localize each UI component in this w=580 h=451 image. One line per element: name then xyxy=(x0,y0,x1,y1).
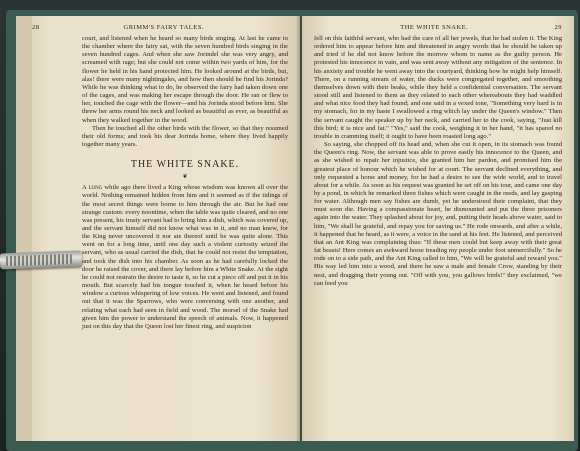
chapter-title: THE WHITE SNAKE. xyxy=(130,159,240,171)
left-running-title: GRIMM'S FAIRY TALES. xyxy=(123,24,204,31)
right-paragraph-2: So saying, she chopped off its head and, when she cut it open, in its stomach was found the Queen's ring. Now, the servant was able to prove easily his innocence to the Queen, and as she wished to repair her injustice, she granted him her pardon, and promised him the greatest place of honour which he wished for at court. The servant declined everything, and only requested a horse and money, for he had a desire to see the wide world, and to travel about for a while. As soon as his request was granted he set off on his tour, and came one day by a pond, in which he remarked three fishes which were caught in the reeds, and lay gasping for water. Although men say fishes are dumb, yet he understood their complaint, that they must soon die. Having a compassionate heart, he dismounted and put the three prisoners again into the water. They splashed about for joy, and, putting their heads above water, said to him, "We shall be grateful, and repay you for saving us." He rode onwards, and after a while, it happened that he heard, as it were, a voice in the sand at his feet. He listened, and perceived that an Ant King was complaining thus: "If these men could but keep away with their great fat beasts! Here comes an awkward horse treading my people under foot unmercifully." So he rode on to a side path, and the Ant King called to him, "We will be grateful and reward you." His way led him into a wood, and there he saw a male and female Crow, standing by their nest, and dragging their young out. "Off with you, you gallows birds!" they exclaimed, "we can feed you xyxy=(314,141,562,287)
left-page-number: 28 xyxy=(32,24,40,31)
left-paragraph-1: court, and listened when he heard so many birds singing. At last he came to the chamber where the fairy sat, with the seven hundred birds singing in the seven hundred cages. And when she saw Jorindel she was very angry, and screamed with rage; but she could not come within two yards of him, for the flower he held in his hand protected him. He looked around at the birds, but, alas! there were many nightingales, and how then should he find his Jorinda? While he was thinking what to do, he observed the fairy had taken down one of the cages, and was making her escape through the door. He ran or flew to her, touched the cage with the flower—and his Jorinda stood before him. She threw her arms round his neck and looked as beautiful as ever, as beautiful as when they walked together in the wood. xyxy=(82,35,288,124)
right-paragraph-1: fell on this faithful servant, who had the care of all her jewels, that he had stolen it. The King ordered him to appear before him and threatened in angry words that he should be taken up and tried if he did not know before the morrow whom to name as the guilty person. He protested his innocence in vain, and was sent away without any mitigation of the sentence. In his anxiety and trouble he went away into the courtyard, thinking how he might help himself. There, on a running stream of water, the ducks were congregated together, and smoothing themselves down with their beaks, while they held a confidential conversation. The servant stood still and listened to them as they related to each other whereabouts they had waddled and what nice food they had found; and one said in a vexed tone, "Something very hard is in my stomach, for in my haste I swallowed a ring which lay under the Queen's window." Then the servant caught the speaker up by her neck, and carried her to the cook, saying, "Just kill this bird; it is nice and fat." "Yes," said the cook, weighing it in her hand, "it has spared no trouble in cramming itself; it ought to have been roasted long ago." xyxy=(314,35,562,140)
ornament-icon: ❦ xyxy=(182,174,188,181)
right-page xyxy=(302,16,574,441)
page-edges xyxy=(16,16,32,441)
right-page-number: 29 xyxy=(554,24,562,31)
left-paragraph-2: Then he touched all the other birds with the flower, so that they resumed their old forms; and took his dear Jorinda home, where they lived happily together many years. xyxy=(82,124,288,149)
chapter-first-word: A long xyxy=(82,184,103,192)
left-page xyxy=(16,16,300,441)
chapter-opening-paragraph xyxy=(82,184,288,331)
left-running-head xyxy=(32,24,288,31)
right-running-head xyxy=(314,24,562,31)
metal-bookmark-icon xyxy=(0,251,82,270)
right-running-title: THE WHITE SNAKE. xyxy=(400,24,469,31)
chapter-paragraph-text: while ago there lived a King whose wisdom was known all over the world. Nothing remained hidden from him and it seemed as if the tidings of the most secret things were borne to him through the air. But he had one strange custom: every noontime, when the table was quite cleared, and no one was present, his trusty servant had to bring him a dish, which was covered up, and the servant himself did not know what was in it, and no man knew, for the King never uncovered it nor ate thereof until he was quite alone. This went on for a long time, until one day such a violent curiosity seized the servant, who as usual carried the dish, that he could not resist the temptation, and took the dish into his chamber. As soon as he had carefully locked the door he raised the cover, and there lay before him a White Snake. At the sight he could not restrain the desire to taste it, so he cut a piece off and put it in his mouth. But scarcely had his tongue touched it, when he heard before his window a curious whispering of low voices. He went and listened, and found out that it was the Sparrows, who were conversing with one another, and relating what each had seen in field and wood. The morsel of the Snake had given him the power to understand the speech of animals. Now, it happened just on this day that the Queen lost her finest ring, and suspicion xyxy=(82,184,288,330)
